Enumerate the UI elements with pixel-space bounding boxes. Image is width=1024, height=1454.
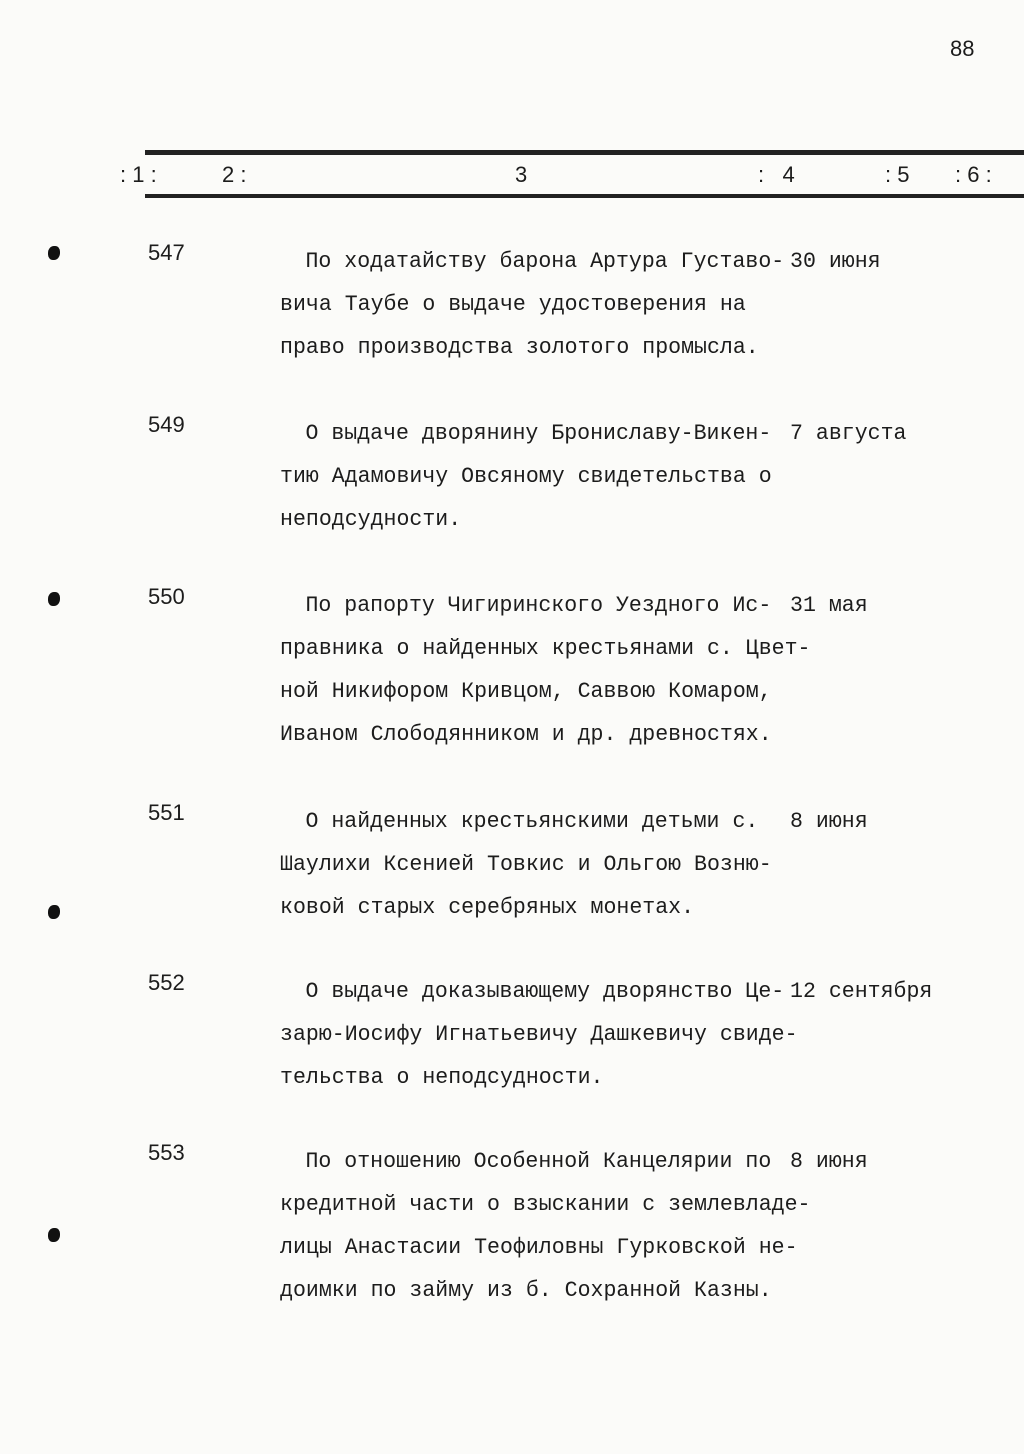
description-line: неподсудности. [280,507,462,532]
entry-description [280,970,808,1099]
column-header-2: 2 : [222,162,247,187]
description-line: правника о найденных крестьянами с. Цвет- [280,636,811,661]
entry-date: 31 мая [790,593,868,618]
description-line: По ходатайству барона Артура Густаво- [305,249,785,274]
description-line: О найденных крестьянскими детьми с. [305,809,759,834]
description-line: О выдаче дворянину Брониславу-Викен- [305,421,772,446]
description-line: лицы Анастасии Теофиловны Гурковской не- [280,1235,798,1260]
column-header-6: : 6 : [955,162,992,187]
description-line: зарю-Иосифу Игнатьевичу Дашкевичу свиде- [280,1022,798,1047]
page-number: 88 [950,36,975,61]
header-rule-top [145,150,1024,155]
description-line: ковой старых серебряных монетах. [280,895,695,920]
entry-number: 550 [148,584,185,609]
entry-number: 551 [148,800,185,825]
description-line: О выдаче доказывающему дворянство Це- [305,979,785,1004]
description-line: ной Никифором Кривцом, Саввою Комаром, [280,679,772,704]
description-line: По рапорту Чигиринского Уездного Ис- [305,593,772,618]
entry-number: 552 [148,970,185,995]
entry-description [280,584,821,756]
entry-date: 8 июня [790,809,868,834]
header-rule-bottom [145,194,1024,198]
description-line: Иваном Слободянником и др. древностях. [280,722,772,747]
description-line: право производства золотого промысла. [280,335,759,360]
column-header-3: 3 [515,162,528,187]
description-line: кредитной части о взыскании с землевладе- [280,1192,811,1217]
punch-hole-mark [48,905,60,919]
column-header-5: : 5 [885,162,910,187]
description-line: Шаулихи Ксенией Товкис и Ольгою Возню- [280,852,772,877]
punch-hole-mark [48,1228,60,1242]
entry-description [280,800,782,929]
entry-date: 7 августа [790,421,907,446]
punch-hole-mark [48,592,60,606]
entry-number: 549 [148,412,185,437]
entry-number: 547 [148,240,185,265]
description-line: вича Таубе о выдаче удостоверения на [280,292,746,317]
description-line: тию Адамовичу Овсяному свидетельства о [280,464,772,489]
entry-date: 8 июня [790,1149,868,1174]
description-line: доимки по займу из б. Сохранной Казны. [280,1278,772,1303]
entry-number: 553 [148,1140,185,1165]
entry-description [280,412,782,541]
column-header-1: : 1 : [120,162,157,187]
description-line: тельства о неподсудности. [280,1065,604,1090]
punch-hole-mark [48,246,60,260]
column-header-4: : 4 [758,162,795,187]
entry-date: 30 июня [790,249,881,274]
entry-date: 12 сентября [790,979,933,1004]
description-line: По отношению Особенной Канцелярии по [305,1149,772,1174]
entry-description [280,1140,821,1312]
entry-description [280,240,794,369]
